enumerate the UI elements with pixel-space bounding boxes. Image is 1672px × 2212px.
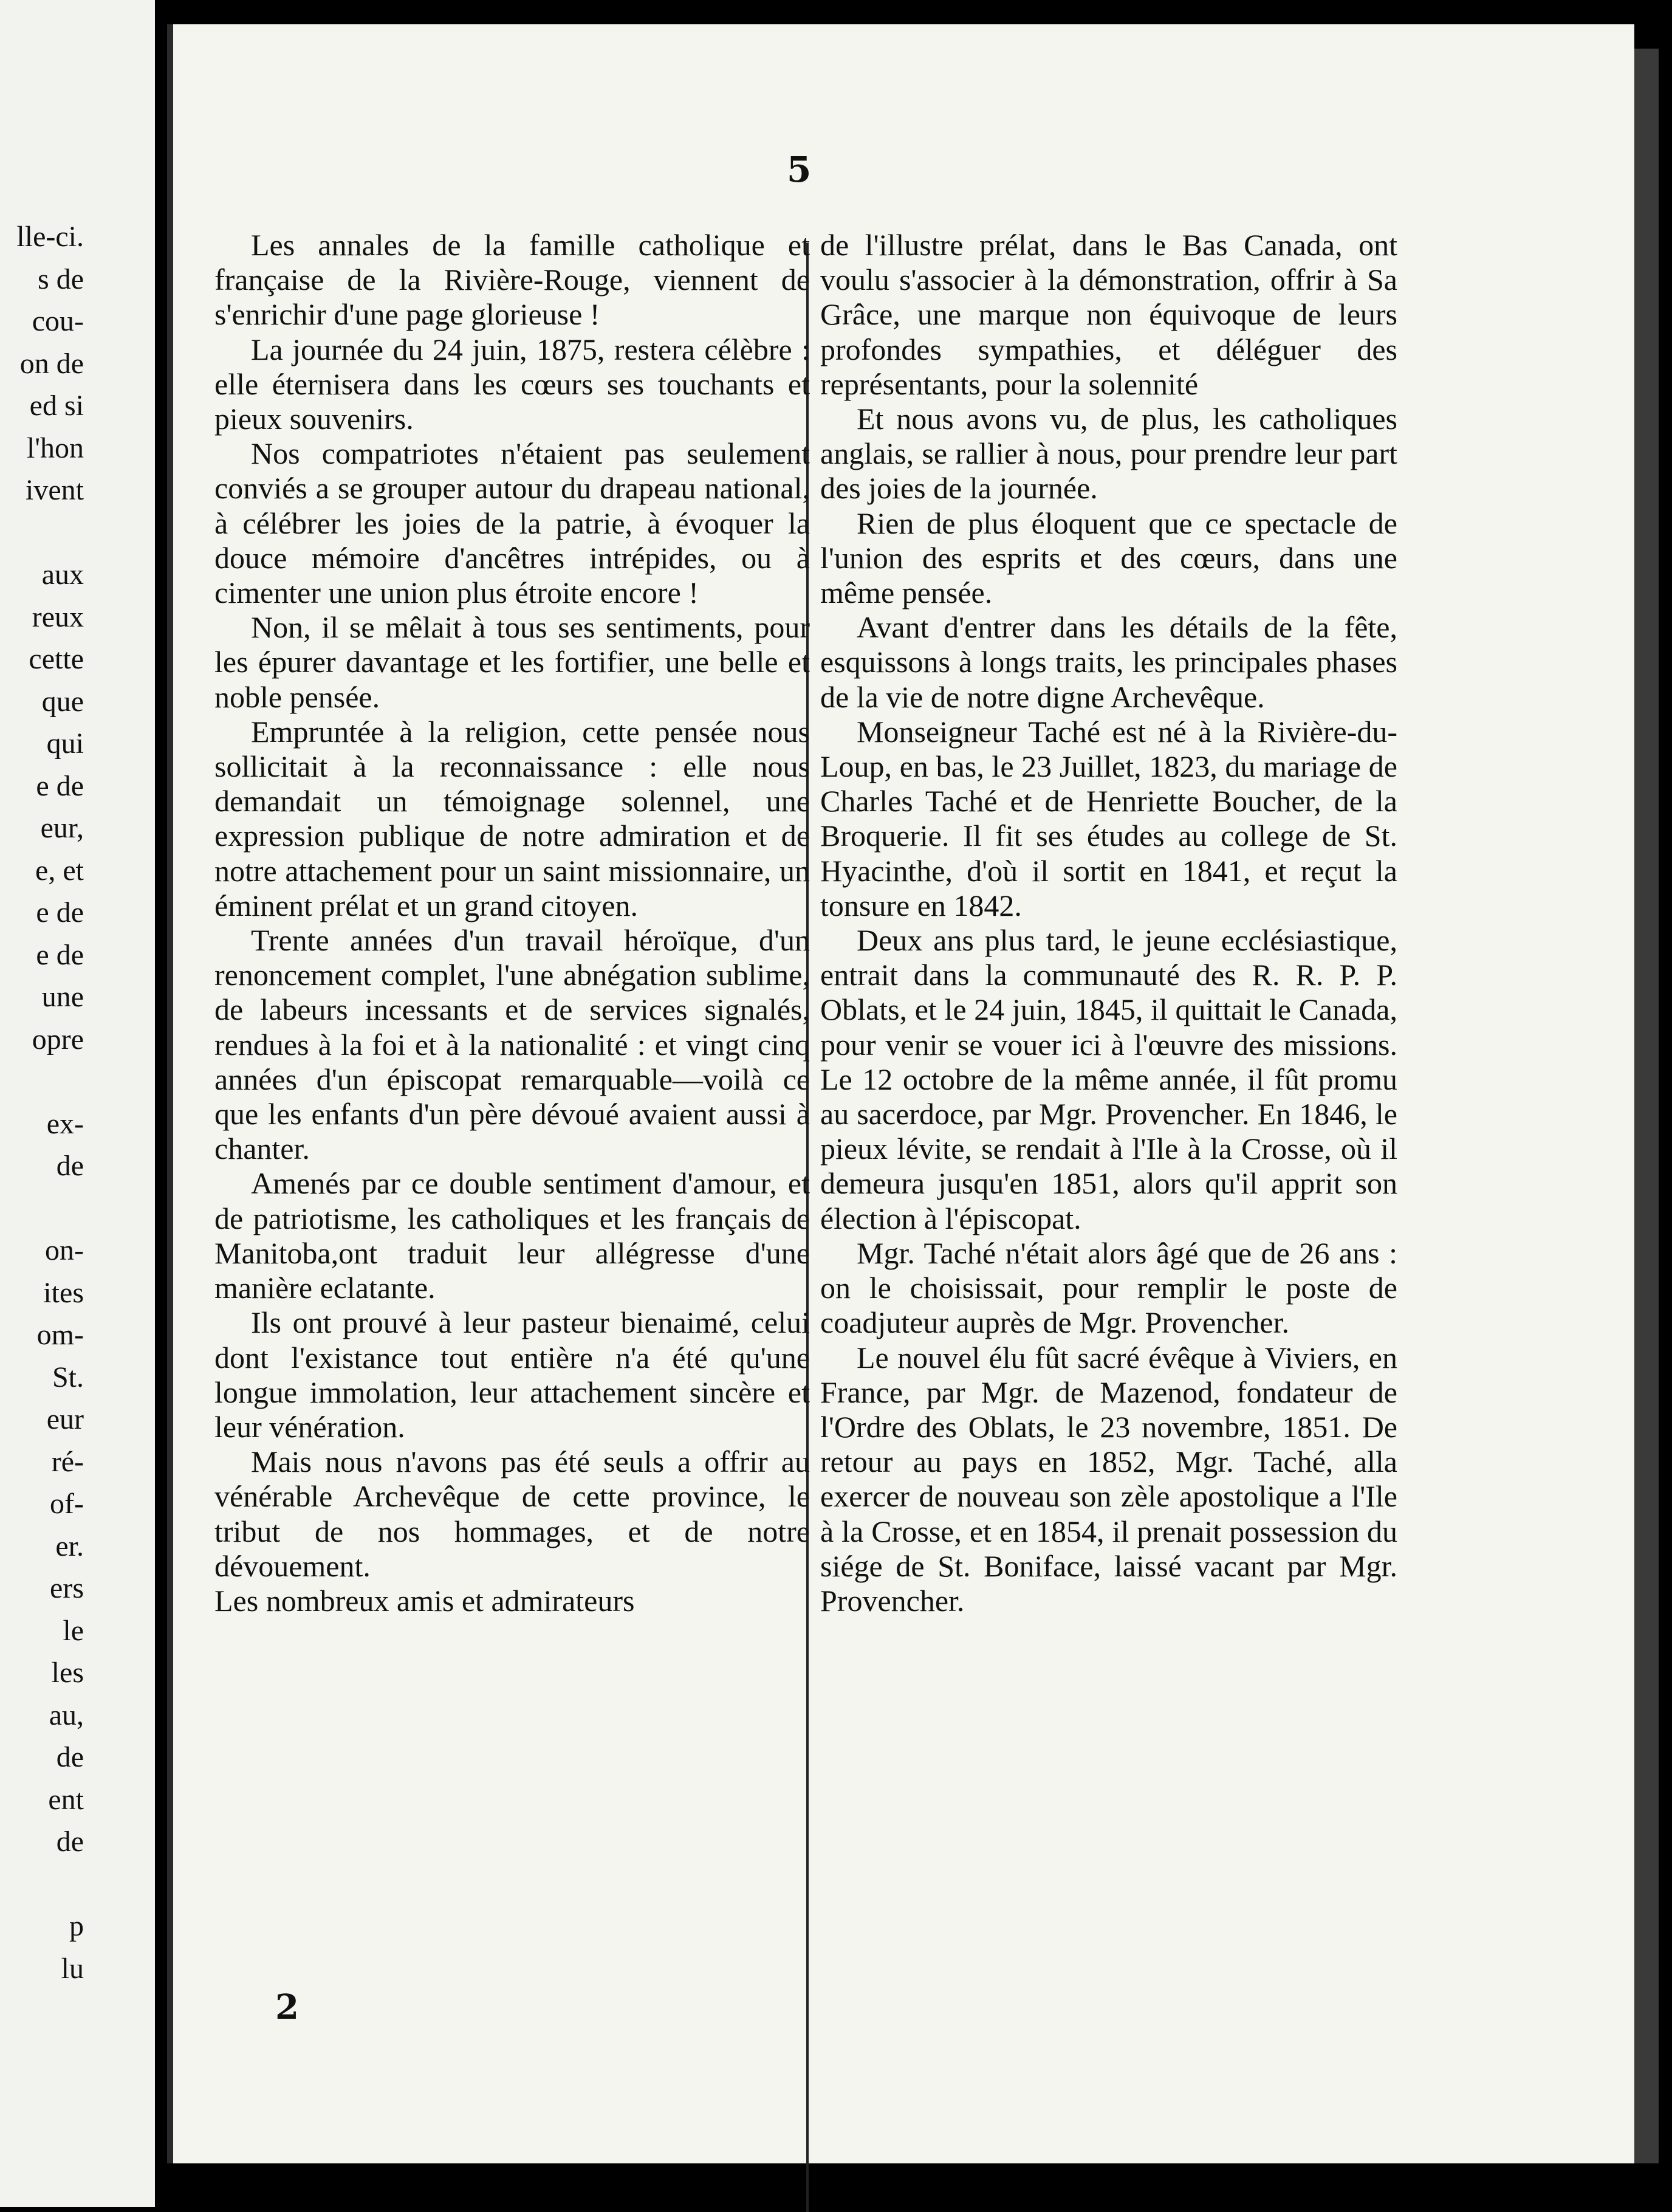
facing-page-line: on- — [45, 1234, 84, 1266]
facing-page-line: ent — [48, 1783, 84, 1816]
facing-page-line: lu — [61, 1952, 84, 1985]
facing-page-line: on de — [19, 347, 84, 380]
paragraph: Mais nous n'avons pas été seuls a offrir au vénérable Archevêque de cette province, le tribut de nos hommages, et de notre dévouement. — [214, 1444, 810, 1583]
book-gutter — [155, 0, 167, 2207]
page — [167, 24, 1634, 2163]
facing-page-line: e de — [36, 769, 84, 802]
paragraph: Rien de plus éloquent que ce spectacle de l'union des esprits et des cœurs, dans une même pensée. — [820, 506, 1397, 610]
facing-page-line: lle-ci. — [16, 221, 84, 253]
facing-page-line: opre — [32, 1023, 84, 1056]
paragraph: Nos compatriotes n'étaient pas seulement conviés a se grouper autour du drapeau national, à célébrer les joies de la patrie, à évoquer la douce mémoire d'ancêtres intrépides, ou à cimenter une union plus étroite encore ! — [214, 436, 810, 610]
signature-mark: 2 — [275, 1987, 299, 2027]
page-edge — [1634, 49, 1659, 2163]
facing-page-line: er. — [55, 1530, 84, 1562]
facing-page-line: ites — [43, 1276, 84, 1309]
paragraph: Deux ans plus tard, le jeune ecclésiastique, entrait dans la communauté des R. R. P. P. Oblats, et le 24 juin, 1845, il quittait le Canada, pour venir se vouer ici à l'œuvre des missions. Le 12 octobre de la même année, il fût promu au sacerdoce, par Mgr. Provencher. En 1846, le pieux lévite, se rendait à l'Ile à la Crosse, où il demeura jusqu'en 1851, alors qu'il apprit son élection à l'épiscopat. — [820, 923, 1397, 1235]
facing-page-line: ers — [50, 1572, 84, 1604]
facing-page-line: St. — [52, 1361, 84, 1393]
facing-page-line: p — [69, 1910, 84, 1942]
facing-page-line: qui — [46, 727, 84, 760]
facing-page-line: de — [56, 1150, 84, 1182]
facing-page-line: une — [41, 981, 84, 1013]
paragraph: Empruntée à la religion, cette pensée nous sollicitait à la reconnaissance : elle nous demandait un témoignage solennel, une expression publique de notre admiration et de notre attachement pour un saint missionnaire, un éminent prélat et un grand citoyen. — [214, 714, 810, 922]
paragraph: Monseigneur Taché est né à la Rivière-du-Loup, en bas, le 23 Juillet, 1823, du mariage de Charles Taché et de Henriette Boucher, de la Broquerie. Il fit ses études au college de St. Hyacinthe, d'où il sortit en 1841, et reçut la tonsure en 1842. — [820, 714, 1397, 922]
facing-page-text — [4, 216, 155, 1990]
facing-page-line: de — [56, 1741, 84, 1773]
facing-page-line: e de — [36, 938, 84, 971]
facing-page-line: e, et — [35, 854, 84, 887]
paragraph: La journée du 24 juin, 1875, restera célèbre : elle éternisera dans les cœurs ses touchants et pieux souvenirs. — [214, 332, 810, 436]
facing-page-line: au, — [49, 1698, 84, 1731]
facing-page-line: eur, — [40, 812, 84, 844]
facing-page-line: of- — [50, 1488, 84, 1520]
facing-page-line — [4, 1060, 155, 1103]
paragraph: Non, il se mêlait à tous ses sentiments, pour les épurer davantage et les fortifier, une belle et noble pensée. — [214, 610, 810, 714]
facing-page-line: le — [63, 1614, 84, 1647]
paragraph: Amenés par ce double sentiment d'amour, et de patriotisme, les catholiques et les français de Manitoba,ont traduit leur allégresse d'une manière eclatante. — [214, 1166, 810, 1305]
facing-page-line: cette — [29, 643, 84, 675]
facing-page-line — [4, 1863, 155, 1906]
facing-page-line — [4, 512, 155, 554]
paragraph: Et nous avons vu, de plus, les catholiques anglais, se rallier à nous, pour prendre leur part des joies de la journée. — [820, 402, 1397, 506]
paragraph: Mgr. Taché n'était alors âgé que de 26 ans : on le choisissait, pour remplir le poste de coadjuteur auprès de Mgr. Provencher. — [820, 1235, 1397, 1340]
left-column — [214, 228, 810, 1618]
paragraph: Le nouvel élu fût sacré évêque à Viviers, en France, par Mgr. de Mazenod, fondateur de l'Ordre des Oblats, le 23 novembre, 1851. De retour au pays en 1852, Mgr. Taché, alla exercer de nouveau son zèle apostolique a l'Ile à la Crosse, et en 1854, il prenait possession du siége de St. Boniface, laissé vacant par Mgr. Provencher. — [820, 1340, 1397, 1618]
facing-page-line: e de — [36, 896, 84, 929]
facing-page-line: de — [56, 1826, 84, 1858]
facing-page-line: ed si — [29, 390, 84, 422]
facing-page-line: om- — [36, 1319, 84, 1351]
paragraph: Ils ont prouvé à leur pasteur bienaimé, celui dont l'existance tout entière n'a été qu'une longue immolation, leur attachement sincère et leur vénération. — [214, 1305, 810, 1444]
facing-page-line: cou- — [32, 305, 84, 337]
facing-page-line: ré- — [51, 1445, 84, 1478]
facing-page-line — [4, 1187, 155, 1230]
facing-page-line: reux — [32, 600, 84, 633]
facing-page-line: l'hon — [27, 431, 84, 464]
facing-page-line: aux — [41, 558, 84, 591]
facing-page-line: s de — [38, 263, 84, 295]
paragraph: de l'illustre prélat, dans le Bas Canada, ont voulu s'associer à la démonstration, offrir à Sa Grâce, une marque non équivoque de leurs profondes sympathies, et déléguer des représentants, pour la solennité — [820, 228, 1397, 401]
paragraph: Trente années d'un travail héroïque, d'un renoncement complet, l'une abnégation sublime, de labeurs incessants et de services signalés, rendues à la foi et à la nationalité : et vingt cinq années d'un épiscopat remarquable—voilà ce que les enfants d'un père dévoué avaient aussi à chanter. — [214, 923, 810, 1166]
facing-page-line: eur — [46, 1403, 84, 1435]
paragraph: Les nombreux amis et admirateurs — [214, 1583, 635, 1618]
paragraph: Avant d'entrer dans les détails de la fête, esquissons à longs traits, les principales phases de la vie de notre digne Archevêque. — [820, 610, 1397, 714]
facing-page-line: que — [41, 685, 84, 718]
paragraph: Les annales de la famille catholique et française de la Rivière-Rouge, viennent de s'enrichir d'une page glorieuse ! — [214, 228, 810, 332]
facing-page-line: ivent — [26, 474, 84, 506]
facing-page-line: les — [51, 1657, 84, 1689]
right-column — [805, 228, 1397, 1618]
facing-page — [0, 0, 155, 2207]
facing-page-line: ex- — [46, 1107, 84, 1140]
page-number: 5 — [787, 149, 812, 190]
